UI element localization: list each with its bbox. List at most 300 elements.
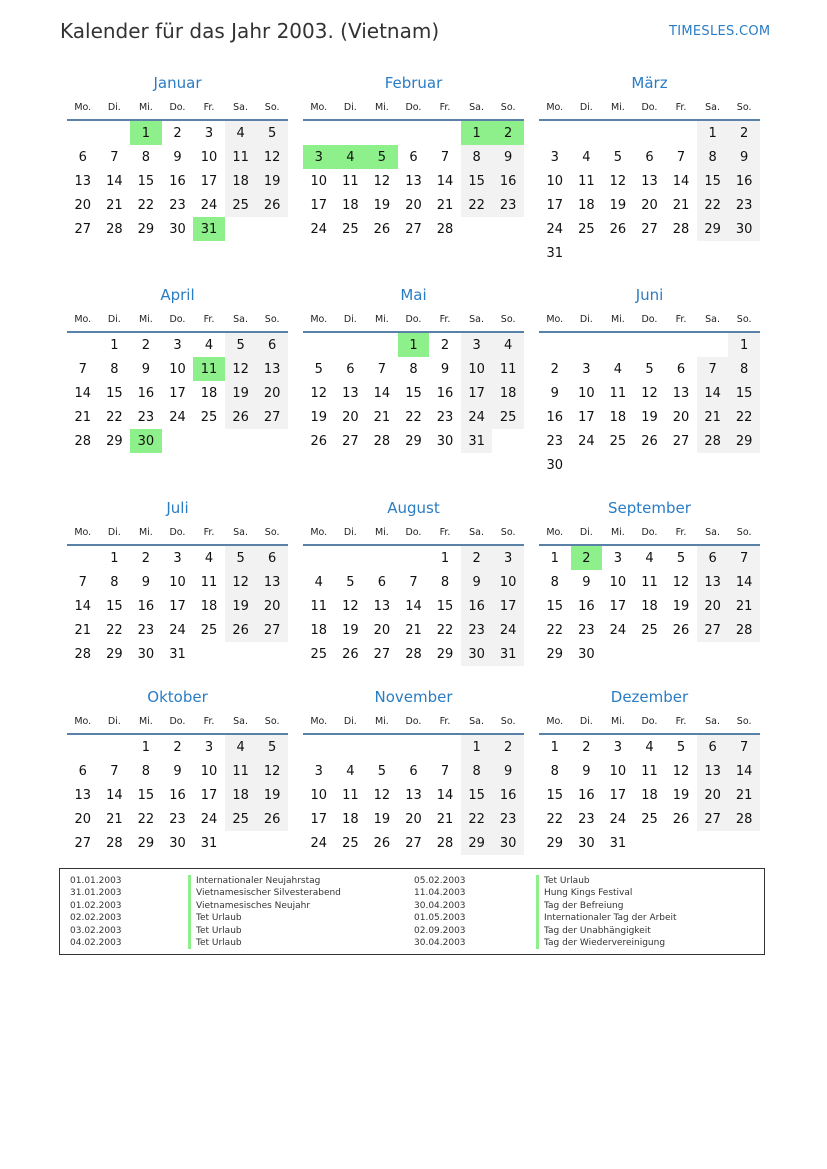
day-cell: 31 — [609, 835, 627, 851]
weekday-label: Di. — [107, 313, 121, 325]
day-cell: 30 — [492, 831, 524, 855]
day-cell: 10 — [578, 385, 595, 401]
empty-cell — [602, 121, 634, 145]
holiday-date: 01.02.2003 — [70, 900, 122, 911]
weekday-header — [539, 520, 760, 546]
weekday-label: Do. — [641, 101, 658, 113]
day-cell: 28 — [728, 807, 760, 831]
day-cell: 25 — [342, 221, 359, 237]
day-cell: 18 — [342, 197, 359, 213]
weekday-label: Fr. — [203, 313, 215, 325]
day-cell: 17 — [200, 173, 218, 189]
weekday-label: Mi. — [374, 715, 389, 727]
day-cell: 2 — [582, 739, 591, 755]
day-cell: 10 — [200, 763, 218, 779]
page-title: Kalender für das Jahr 2003. (Vietnam) — [60, 19, 440, 43]
day-cell: 28 — [436, 835, 454, 851]
day-cell: 8 — [550, 574, 559, 590]
month-title: Mai — [400, 286, 427, 304]
day-cell: 7 — [728, 546, 760, 570]
day-cell: 20 — [697, 594, 729, 618]
day-cell: 12 — [310, 385, 328, 401]
day-cell: 11 — [200, 574, 218, 590]
day-cell: 1 — [110, 337, 119, 353]
day-cell: 2 — [173, 125, 182, 141]
month-6 — [539, 283, 760, 477]
day-cell: 6 — [697, 546, 729, 570]
day-cell: 15 — [546, 598, 564, 614]
day-cell: 17 — [200, 787, 218, 803]
weekday-header — [67, 709, 288, 735]
weekday-label: Mi. — [374, 101, 389, 113]
day-cell: 9 — [492, 145, 524, 169]
day-cell: 15 — [461, 169, 493, 193]
day-cell: 29 — [546, 646, 564, 662]
empty-cell — [303, 546, 335, 570]
day-cell: 21 — [697, 405, 729, 429]
day-cell: 2 — [173, 739, 182, 755]
day-cell: 9 — [550, 385, 559, 401]
day-cell: 30 — [169, 221, 186, 237]
weekday-label: So. — [736, 313, 752, 325]
holiday-day-cell: 1 — [130, 121, 162, 145]
day-cell: 26 — [342, 646, 359, 662]
day-cell: 20 — [256, 381, 288, 405]
empty-cell — [697, 333, 729, 357]
holiday-date: 11.04.2003 — [414, 888, 466, 899]
empty-cell — [539, 121, 571, 145]
day-cell: 17 — [492, 594, 524, 618]
day-cell: 7 — [110, 149, 119, 165]
weekday-header — [539, 95, 760, 121]
weekday-label: So. — [736, 715, 752, 727]
day-cell: 11 — [492, 357, 524, 381]
holiday-date: 04.02.2003 — [70, 937, 122, 948]
holiday-date: 02.02.2003 — [70, 913, 122, 924]
day-cell: 26 — [373, 835, 391, 851]
day-cell: 16 — [492, 783, 524, 807]
holiday-date: 31.01.2003 — [70, 888, 122, 899]
day-cell: 22 — [106, 622, 123, 638]
day-grid — [303, 333, 524, 453]
day-cell: 27 — [672, 433, 690, 449]
day-cell: 14 — [74, 385, 92, 401]
weekday-label: Mo. — [310, 101, 328, 113]
month-12 — [539, 685, 760, 855]
day-cell: 8 — [697, 145, 729, 169]
weekday-label: Mi. — [610, 313, 625, 325]
month-title: Oktober — [147, 688, 208, 706]
day-cell: 4 — [492, 333, 524, 357]
weekday-label: Mo. — [546, 313, 564, 325]
empty-cell — [665, 121, 697, 145]
day-cell: 30 — [137, 646, 155, 662]
day-cell: 20 — [672, 409, 690, 425]
day-cell: 14 — [405, 598, 422, 614]
day-cell: 8 — [110, 361, 119, 377]
day-cell: 5 — [256, 735, 288, 759]
day-cell: 10 — [609, 574, 627, 590]
day-cell: 22 — [546, 811, 564, 827]
month-title: August — [387, 499, 440, 517]
day-cell: 19 — [256, 169, 288, 193]
day-cell: 28 — [405, 646, 422, 662]
day-cell: 12 — [373, 173, 391, 189]
day-cell: 11 — [225, 759, 257, 783]
weekday-header — [303, 95, 524, 121]
day-cell: 7 — [78, 574, 87, 590]
day-cell: 6 — [78, 763, 87, 779]
day-cell: 27 — [405, 835, 422, 851]
day-cell: 3 — [550, 149, 559, 165]
day-cell: 22 — [137, 811, 155, 827]
day-cell: 30 — [546, 457, 564, 473]
day-cell: 13 — [342, 385, 359, 401]
day-cell: 22 — [461, 807, 493, 831]
weekday-label: Sa. — [233, 313, 249, 325]
weekday-label: Sa. — [233, 101, 249, 113]
day-cell: 3 — [582, 361, 591, 377]
month-title: November — [374, 688, 453, 706]
day-cell: 18 — [310, 622, 328, 638]
weekday-label: Fr. — [675, 313, 687, 325]
empty-cell — [539, 333, 571, 357]
day-cell: 14 — [106, 173, 123, 189]
day-cell: 2 — [141, 550, 151, 566]
day-cell: 14 — [672, 173, 690, 189]
day-cell: 15 — [106, 598, 123, 614]
day-cell: 23 — [137, 409, 155, 425]
day-cell: 6 — [78, 149, 87, 165]
day-cell: 29 — [436, 646, 454, 662]
day-cell: 17 — [310, 197, 328, 213]
day-cell: 20 — [74, 811, 92, 827]
day-cell: 7 — [110, 763, 119, 779]
day-cell: 24 — [609, 811, 627, 827]
day-cell: 19 — [609, 197, 627, 213]
weekday-label: Sa. — [705, 101, 721, 113]
weekday-label: Do. — [169, 715, 186, 727]
weekday-label: Fr. — [439, 101, 451, 113]
day-cell: 25 — [492, 405, 524, 429]
day-cell: 16 — [492, 169, 524, 193]
day-cell: 12 — [641, 385, 658, 401]
day-cell: 28 — [728, 618, 760, 642]
holiday-name: Tet Urlaub — [188, 937, 341, 949]
weekday-label: So. — [500, 715, 516, 727]
holiday-name: Tag der Wiedervereinigung — [536, 937, 677, 949]
day-cell: 8 — [440, 574, 450, 590]
holiday-dates-left — [70, 875, 122, 949]
day-cell: 30 — [728, 217, 760, 241]
weekday-label: So. — [264, 101, 280, 113]
day-cell: 13 — [672, 385, 690, 401]
day-cell: 31 — [169, 646, 186, 662]
holiday-date: 01.01.2003 — [70, 876, 122, 886]
weekday-header — [67, 307, 288, 333]
day-cell: 13 — [697, 570, 729, 594]
holiday-names-right — [536, 875, 677, 949]
day-cell: 24 — [310, 221, 328, 237]
day-cell: 21 — [436, 811, 454, 827]
day-cell: 31 — [492, 642, 524, 666]
day-cell: 29 — [697, 217, 729, 241]
day-cell: 27 — [342, 433, 359, 449]
weekday-label: Sa. — [233, 715, 249, 727]
day-cell: 3 — [173, 337, 182, 353]
weekday-label: Di. — [107, 715, 121, 727]
day-cell: 12 — [256, 759, 288, 783]
day-cell: 2 — [141, 337, 151, 353]
weekday-label: Mi. — [138, 313, 153, 325]
day-cell: 24 — [169, 622, 186, 638]
day-cell: 5 — [676, 739, 686, 755]
day-cell: 9 — [728, 145, 760, 169]
day-cell: 27 — [405, 221, 422, 237]
day-cell: 16 — [578, 787, 595, 803]
day-grid — [539, 121, 760, 265]
weekday-label: Mi. — [138, 715, 153, 727]
month-title: Februar — [384, 74, 443, 92]
day-cell: 23 — [578, 811, 595, 827]
weekday-label: Fr. — [675, 526, 687, 538]
day-cell: 19 — [641, 409, 658, 425]
weekday-label: Mo. — [546, 526, 564, 538]
day-cell: 5 — [645, 361, 654, 377]
day-cell: 9 — [173, 149, 182, 165]
day-cell: 6 — [645, 149, 654, 165]
weekday-label: Do. — [169, 313, 186, 325]
weekday-label: Mi. — [138, 101, 153, 113]
day-cell: 17 — [310, 811, 328, 827]
day-cell: 23 — [461, 618, 493, 642]
day-cell: 1 — [697, 121, 729, 145]
day-cell: 25 — [641, 811, 658, 827]
weekday-header — [303, 709, 524, 735]
day-cell: 13 — [74, 173, 92, 189]
weekday-label: Sa. — [705, 715, 721, 727]
day-cell: 8 — [728, 357, 760, 381]
day-cell: 3 — [492, 546, 524, 570]
day-cell: 28 — [672, 221, 690, 237]
day-cell: 4 — [204, 337, 214, 353]
holiday-day-cell: 4 — [335, 145, 367, 169]
day-cell: 14 — [373, 385, 391, 401]
weekday-label: Do. — [169, 526, 186, 538]
day-cell: 23 — [169, 197, 186, 213]
day-cell: 9 — [440, 361, 450, 377]
weekday-label: Di. — [343, 526, 357, 538]
day-cell: 25 — [225, 193, 257, 217]
day-cell: 11 — [609, 385, 627, 401]
day-cell: 31 — [546, 245, 564, 261]
brand-logo-text[interactable]: TIMESLES.COM — [669, 24, 771, 39]
day-cell: 15 — [137, 173, 155, 189]
day-cell: 22 — [461, 193, 493, 217]
day-cell: 13 — [405, 787, 422, 803]
day-cell: 25 — [225, 807, 257, 831]
weekday-label: Do. — [405, 526, 422, 538]
day-cell: 28 — [74, 646, 92, 662]
empty-cell — [634, 333, 666, 357]
weekday-label: Fr. — [675, 715, 687, 727]
day-cell: 19 — [672, 787, 690, 803]
day-cell: 4 — [225, 735, 257, 759]
holiday-name: Internationaler Tag der Arbeit — [536, 912, 677, 924]
day-cell: 8 — [110, 574, 119, 590]
day-cell: 18 — [578, 197, 595, 213]
day-cell: 6 — [377, 574, 387, 590]
day-cell: 13 — [74, 787, 92, 803]
day-cell: 26 — [256, 193, 288, 217]
day-cell: 11 — [310, 598, 328, 614]
holiday-name: Internationaler Neujahrstag — [188, 875, 341, 887]
weekday-label: Sa. — [469, 101, 485, 113]
day-cell: 2 — [550, 361, 559, 377]
day-cell: 11 — [641, 574, 658, 590]
weekday-label: Di. — [579, 101, 593, 113]
day-cell: 27 — [697, 618, 729, 642]
weekday-header — [67, 520, 288, 546]
day-cell: 1 — [461, 735, 493, 759]
weekday-label: Do. — [405, 715, 422, 727]
day-cell: 7 — [440, 149, 450, 165]
day-cell: 25 — [609, 433, 627, 449]
day-cell: 18 — [641, 787, 658, 803]
day-cell: 15 — [461, 783, 493, 807]
day-cell: 8 — [409, 361, 418, 377]
weekday-label: Mo. — [310, 313, 328, 325]
day-cell: 22 — [436, 622, 454, 638]
day-cell: 22 — [697, 193, 729, 217]
day-cell: 5 — [613, 149, 623, 165]
day-cell: 23 — [492, 193, 524, 217]
day-cell: 7 — [440, 763, 450, 779]
day-cell: 27 — [697, 807, 729, 831]
day-cell: 29 — [405, 433, 422, 449]
empty-cell — [571, 333, 603, 357]
weekday-label: Fr. — [203, 526, 215, 538]
day-cell: 28 — [436, 221, 454, 237]
holiday-date: 01.05.2003 — [414, 913, 466, 924]
day-cell: 28 — [373, 433, 391, 449]
day-cell: 7 — [728, 735, 760, 759]
day-cell: 31 — [200, 835, 218, 851]
day-cell: 26 — [672, 811, 690, 827]
day-cell: 24 — [200, 197, 218, 213]
day-cell: 29 — [106, 646, 123, 662]
empty-cell — [67, 333, 99, 357]
day-cell: 17 — [578, 409, 595, 425]
empty-cell — [303, 735, 335, 759]
holiday-name: Tag der Befreiung — [536, 900, 677, 912]
weekday-label: Mi. — [374, 526, 389, 538]
weekday-label: Do. — [641, 526, 658, 538]
empty-cell — [67, 735, 99, 759]
weekday-label: Do. — [641, 715, 658, 727]
day-cell: 26 — [672, 622, 690, 638]
day-cell: 30 — [169, 835, 186, 851]
day-cell: 9 — [582, 763, 591, 779]
month-8 — [303, 496, 524, 666]
day-cell: 10 — [200, 149, 218, 165]
day-cell: 4 — [314, 574, 323, 590]
day-cell: 12 — [672, 763, 690, 779]
day-cell: 22 — [546, 622, 564, 638]
day-cell: 6 — [256, 333, 288, 357]
day-cell: 13 — [373, 598, 391, 614]
weekday-label: Sa. — [469, 715, 485, 727]
day-cell: 30 — [578, 835, 595, 851]
holiday-day-cell: 31 — [193, 217, 225, 241]
day-cell: 20 — [405, 197, 422, 213]
day-cell: 21 — [106, 197, 123, 213]
weekday-label: Sa. — [705, 526, 721, 538]
month-7 — [67, 496, 288, 666]
day-cell: 8 — [550, 763, 559, 779]
holiday-day-cell: 30 — [130, 429, 162, 453]
day-cell: 19 — [310, 409, 328, 425]
day-cell: 5 — [225, 546, 257, 570]
weekday-label: Mi. — [610, 715, 625, 727]
day-cell: 9 — [141, 361, 151, 377]
day-cell: 16 — [137, 385, 155, 401]
day-cell: 21 — [672, 197, 690, 213]
day-cell: 13 — [405, 173, 422, 189]
day-cell: 9 — [173, 763, 182, 779]
empty-cell — [398, 121, 430, 145]
day-cell: 17 — [169, 385, 186, 401]
weekday-label: Di. — [107, 101, 121, 113]
holiday-name: Tag der Unabhängigkeit — [536, 925, 677, 937]
weekday-label: So. — [500, 313, 516, 325]
weekday-label: Mo. — [74, 715, 92, 727]
day-cell: 23 — [137, 622, 155, 638]
day-cell: 29 — [461, 831, 493, 855]
day-cell: 14 — [728, 759, 760, 783]
day-grid — [539, 546, 760, 666]
day-cell: 22 — [405, 409, 422, 425]
weekday-label: Fr. — [439, 313, 451, 325]
day-cell: 18 — [200, 598, 218, 614]
day-cell: 7 — [676, 149, 686, 165]
holiday-name: Tet Urlaub — [536, 875, 677, 887]
day-cell: 6 — [409, 149, 418, 165]
empty-cell — [335, 333, 367, 357]
day-cell: 30 — [461, 642, 493, 666]
weekday-label: So. — [500, 526, 516, 538]
day-cell: 12 — [225, 357, 257, 381]
day-cell: 8 — [141, 763, 151, 779]
holiday-dates-right — [414, 875, 466, 949]
empty-cell — [366, 121, 398, 145]
holiday-date: 02.09.2003 — [414, 925, 466, 936]
weekday-label: Mo. — [310, 526, 328, 538]
day-cell: 28 — [106, 221, 123, 237]
day-cell: 18 — [609, 409, 627, 425]
day-cell: 14 — [697, 381, 729, 405]
weekday-label: Di. — [107, 526, 121, 538]
weekday-label: Sa. — [705, 313, 721, 325]
day-cell: 22 — [728, 405, 760, 429]
month-3 — [539, 71, 760, 265]
empty-cell — [99, 735, 131, 759]
day-cell: 6 — [409, 763, 418, 779]
day-cell: 14 — [74, 598, 92, 614]
day-cell: 24 — [200, 811, 218, 827]
weekday-label: Mi. — [138, 526, 153, 538]
day-cell: 9 — [582, 574, 591, 590]
